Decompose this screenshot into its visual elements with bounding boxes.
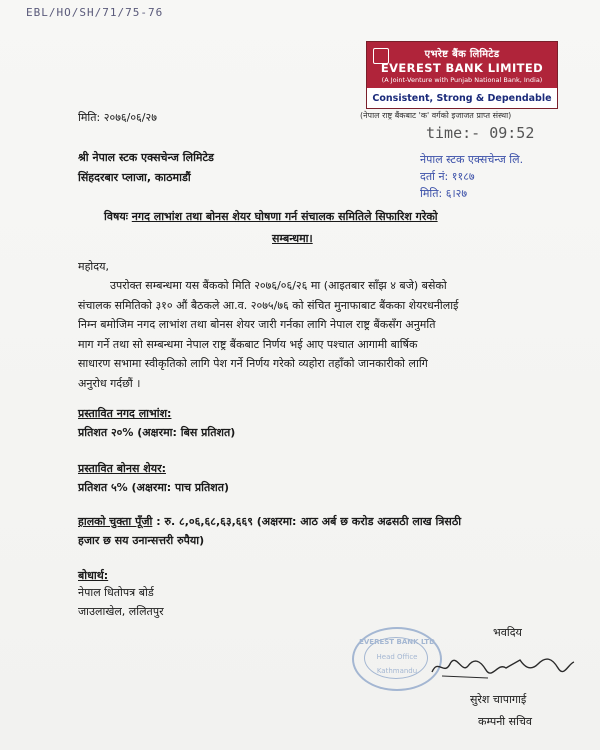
logo-subtitle: (A Joint-Venture with Punjab National Bank, India) — [381, 76, 543, 84]
logo-name: EVEREST BANK LIMITED — [380, 61, 544, 75]
salutation: महोदय, — [78, 260, 109, 273]
paid-up-capital-heading: हालको चुक्ता पूँजी — [78, 515, 153, 528]
body-line: संचालक समितिको ३१० औं बैठकले आ.व. २०७५/७६ को संचित मुनाफाबाट बैंकका शेयरधनीलाई — [78, 298, 459, 312]
subject-line — [104, 209, 438, 225]
stamp-line: EVEREST BANK LTD — [359, 638, 435, 646]
closing: भवदिय — [493, 626, 522, 639]
recipient-address: सिंहदरबार प्लाजा, काठमाडौं — [78, 171, 191, 184]
cash-dividend-value: प्रतिशत २०% (अक्षरमा: बिस प्रतिशत) — [78, 426, 236, 439]
bank-logo — [366, 41, 558, 109]
stamp-line: Head Office — [376, 653, 418, 661]
stamp-line: Kathmandu — [376, 667, 418, 675]
bonus-share-heading: प्रस्तावित बोनस शेयर: — [78, 462, 166, 475]
logo-banner — [367, 42, 557, 88]
reference-number: EBL/HO/SH/71/75-76 — [26, 6, 164, 19]
subject-label: विषयः — [104, 210, 128, 223]
signatory-name: सुरेश चापागाई — [470, 693, 527, 706]
license-note: (नेपाल राष्ट्र बैंकबाट 'क' वर्गको इजाजत प्राप्त संस्था) — [360, 111, 512, 120]
cc-address: जाउलाखेल, ललितपुर — [78, 605, 164, 618]
recipient-name: श्री नेपाल स्टक एक्सचेन्ज लिमिटेड — [78, 151, 214, 164]
bonus-share-value: प्रतिशत ५% (अक्षरमा: पाच प्रतिशत) — [78, 481, 230, 494]
bank-emblem-icon — [373, 48, 389, 64]
paid-up-capital — [78, 514, 461, 530]
logo-tagline: Consistent, Strong & Dependable — [372, 92, 552, 104]
signatory-title: कम्पनी सचिव — [478, 715, 533, 728]
logo-nepali-name: एभरेष्ट बैंक लिमिटेड — [424, 49, 500, 60]
body-line: निम्न बमोजिम नगद लाभांश तथा बोनस शेयर जारी गर्नका लागि नेपाल राष्ट्र बैंकसँग अनुमति — [78, 318, 436, 331]
cc-heading: बोधार्थ: — [78, 569, 109, 582]
body-paragraph — [78, 276, 538, 393]
letter-date: मिति: २०७६/०६/२७ — [78, 111, 157, 124]
body-line: माग गर्ने तथा सो सम्बन्धमा नेपाल राष्ट्र बैंकबाट निर्णय भई आए पश्चात आगामी बार्षिक — [78, 337, 418, 351]
paid-up-capital-value-continued: हजार छ सय उनान्सत्तरी रुपैया) — [78, 534, 205, 547]
body-line: उपरोक्त सम्बन्धमा यस बैंकको मिति २०७६/०६/२६ मा (आइतबार साँझ ४ बजे) बसेको — [110, 279, 447, 292]
body-line: साधारण सभामा स्वीकृतिको लागि पेश गर्ने निर्णय गरेको व्यहोरा तहाँको जानकारीको लागि — [78, 357, 428, 370]
paid-up-capital-value: : रु. ८,०६,६८,६३,६६९ (अक्षरमा: आठ अर्ब छ करोड अढसठी लाख त्रिसठी — [156, 515, 462, 528]
subject-text-continued: सम्बन्धमा। — [272, 232, 313, 245]
receipt-time: time:- 09:52 — [426, 124, 535, 142]
subject-text: नगद लाभांश तथा बोनस शेयर घोषणा गर्न संचालक समितिले सिफारिश गरेको — [131, 210, 438, 223]
receipt-darta-number: दर्ता नं: ११८७ — [420, 170, 475, 183]
signature — [428, 650, 578, 684]
body-line: अनुरोध गर्दछौं । — [78, 376, 141, 390]
cash-dividend-heading: प्रस्तावित नगद लाभांश: — [78, 407, 172, 420]
receipt-organization: नेपाल स्टक एक्सचेन्ज लि. — [420, 153, 524, 166]
receipt-date: मिति: ६।२७ — [420, 187, 468, 200]
cc-recipient: नेपाल धितोपत्र बोर्ड — [78, 586, 154, 599]
